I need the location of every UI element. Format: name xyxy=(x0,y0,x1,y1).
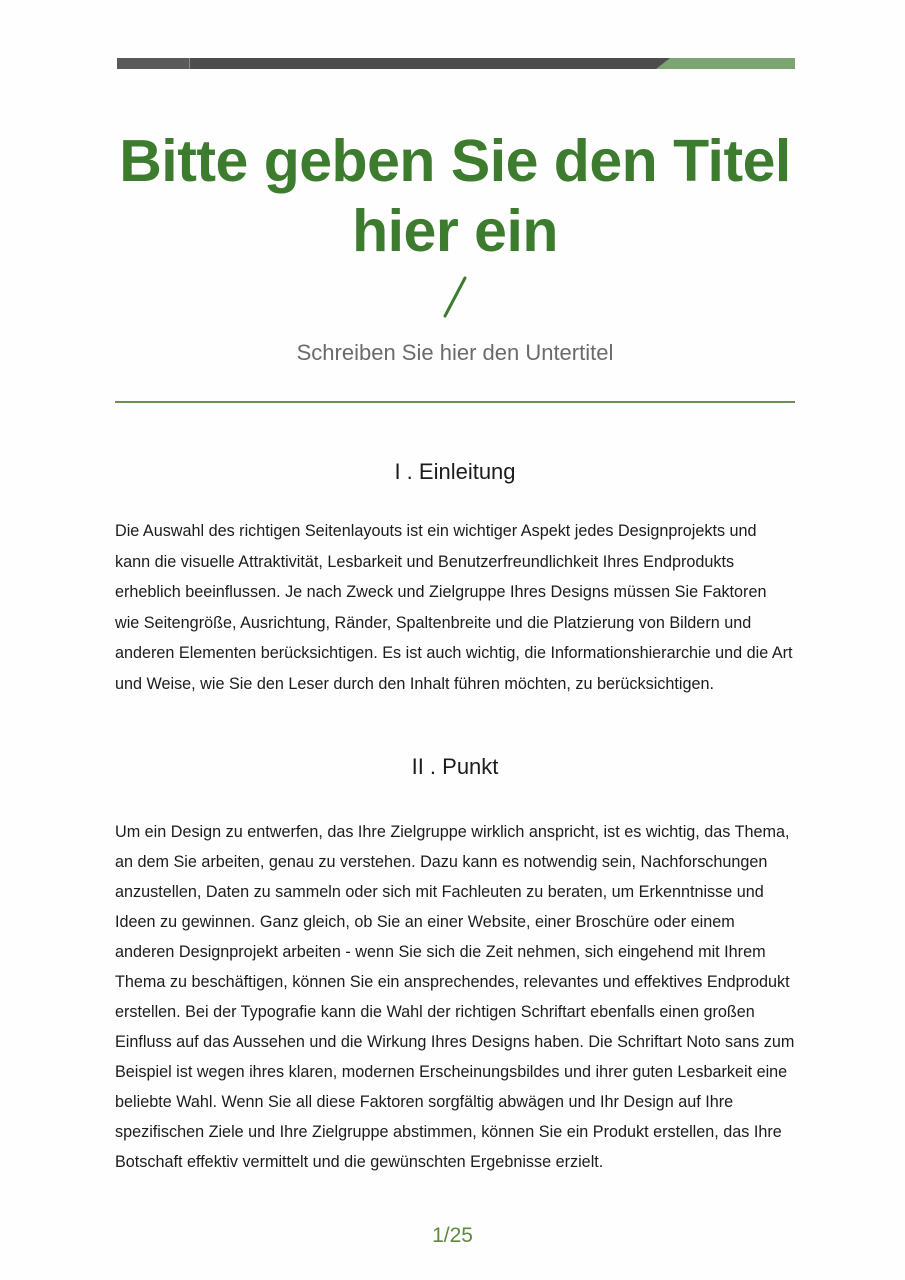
document-title: Bitte geben Sie den Titel hier ein xyxy=(119,128,791,264)
header-decorative-bar xyxy=(117,58,795,69)
page-number: 1/25 xyxy=(432,1224,473,1247)
section-heading: II . Punkt xyxy=(411,754,499,779)
header-bar-segment-middle xyxy=(190,58,669,69)
title-separator xyxy=(100,272,810,322)
document-subtitle: Schreiben Sie hier den Untertitel xyxy=(296,340,614,365)
section-punkt xyxy=(115,751,795,1177)
slash-icon xyxy=(442,275,468,319)
header-bar-segment-left xyxy=(117,58,190,69)
header-bar-segment-accent xyxy=(669,58,795,69)
section-einleitung xyxy=(115,456,795,699)
section-heading: I . Einleitung xyxy=(394,459,516,484)
document-body xyxy=(115,440,795,1211)
header-divider-rule xyxy=(115,401,795,403)
section-paragraph: Die Auswahl des richtigen Seitenlayouts ist ein wichtiger Aspekt jedes Designprojekts und kann die visuelle Attraktivität, Lesbarkeit und Benutzerfreundlichkeit Ihres Endprodukts erheblich beeinflussen. Je nach Zweck und Zielgruppe Ihres Designs müssen Sie Faktoren wie Seitengröße, Ausrichtung, Ränder, Spaltenbreite und die Platzierung von Bildern und anderen Elementen berücksichtigen. Es ist auch wichtig, die Informationshierarchie und die Art und Weise, wie Sie den Leser durch den Inhalt führen möchten, zu berücksichtigen. xyxy=(115,522,793,693)
section-paragraph: Um ein Design zu entwerfen, das Ihre Zielgruppe wirklich anspricht, ist es wichtig, das Thema, an dem Sie arbeiten, genau zu verstehen. Dazu kann es notwendig sein, Nachforschungen anzustellen, Daten zu sammeln oder sich mit Fachleuten zu beraten, um Erkenntnisse und Ideen zu gewinnen. Ganz gleich, ob Sie an einer Website, einer Broschüre oder einem anderen Designprojekt arbeiten - wenn Sie sich die Zeit nehmen, sich eingehend mit Ihrem Thema zu beschäftigen, können Sie ein ansprechendes, relevantes und effektives Endprodukt erstellen. Bei der Typografie kann die Wahl der richtigen Schriftart ebenfalls einen großen Einfluss auf das Aussehen und die Wirkung Ihres Designs haben. Die Schriftart Noto sans zum Beispiel ist wegen ihres klaren, modernen Erscheinungsbildes und ihrer guten Lesbarkeit eine beliebte Wahl. Wenn Sie all diese Faktoren sorgfältig abwägen und Ihr Design auf Ihre spezifischen Ziele und Ihre Zielgruppe abstimmen, können Sie ein Produkt erstellen, das Ihre Botschaft effektiv vermittelt und die gewünschten Ergebnisse erzielt. xyxy=(115,823,795,1171)
